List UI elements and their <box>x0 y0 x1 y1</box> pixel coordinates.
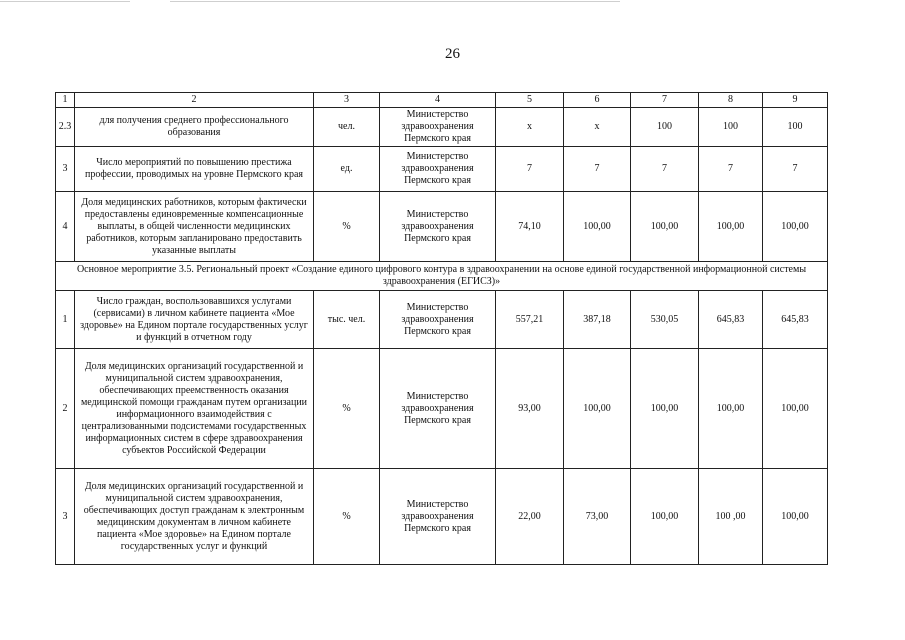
value-cell: 100,00 <box>763 192 828 262</box>
value-cell: 645,83 <box>699 291 763 349</box>
indicators-table <box>55 92 828 565</box>
value-cell: 100,00 <box>763 349 828 469</box>
value-cell: 100,00 <box>763 469 828 565</box>
value-cell: 100 <box>699 108 763 147</box>
unit: % <box>314 192 380 262</box>
agency: Министерство здравоохранения Пермского края <box>380 291 496 349</box>
value-cell: 100 <box>631 108 699 147</box>
value-cell: 7 <box>631 147 699 192</box>
indicator-name: для получения среднего профессионального образования <box>75 108 314 147</box>
value-cell: 645,83 <box>763 291 828 349</box>
unit: % <box>314 469 380 565</box>
indicator-name: Доля медицинских организаций государственной и муниципальной систем здравоохранения, обеспечивающих доступ гражданам к электронным медицинским документам в личном кабинете пациента «Мое здоровье» на Едином портале государственных услуг и функций <box>75 469 314 565</box>
value-cell: 7 <box>496 147 564 192</box>
value-cell: 387,18 <box>564 291 631 349</box>
value-cell: 100,00 <box>564 192 631 262</box>
value-cell: 100,00 <box>699 349 763 469</box>
agency: Министерство здравоохранения Пермского края <box>380 349 496 469</box>
value-cell: 100,00 <box>631 349 699 469</box>
value-cell: х <box>496 108 564 147</box>
table-row <box>56 192 828 262</box>
column-number: 7 <box>631 93 699 108</box>
column-number: 4 <box>380 93 496 108</box>
row-number: 1 <box>56 291 75 349</box>
value-cell: 7 <box>763 147 828 192</box>
agency: Министерство здравоохранения Пермского края <box>380 192 496 262</box>
row-number: 4 <box>56 192 75 262</box>
column-number: 3 <box>314 93 380 108</box>
column-number: 5 <box>496 93 564 108</box>
value-cell: 7 <box>699 147 763 192</box>
column-number: 2 <box>75 93 314 108</box>
unit: % <box>314 349 380 469</box>
column-number: 9 <box>763 93 828 108</box>
value-cell: 22,00 <box>496 469 564 565</box>
column-number: 6 <box>564 93 631 108</box>
indicator-name: Число мероприятий по повышению престижа профессии, проводимых на уровне Пермского края <box>75 147 314 192</box>
table-row <box>56 469 828 565</box>
value-cell: 7 <box>564 147 631 192</box>
column-number: 8 <box>699 93 763 108</box>
value-cell: 100 <box>763 108 828 147</box>
indicator-name: Число граждан, воспользовавшихся услугами (сервисами) в личном кабинете пациента «Мое здоровье» на Едином портале государственных услуг и функций в отчетном году <box>75 291 314 349</box>
value-cell: 530,05 <box>631 291 699 349</box>
column-number: 1 <box>56 93 75 108</box>
value-cell: 557,21 <box>496 291 564 349</box>
value-cell: 74,10 <box>496 192 564 262</box>
table-row <box>56 349 828 469</box>
agency: Министерство здравоохранения Пермского края <box>380 469 496 565</box>
section-title: Основное мероприятие 3.5. Региональный проект «Создание единого цифрового контура в здравоохранении на основе единой государственной информационной системы здравоохранения (ЕГИСЗ)» <box>56 262 828 291</box>
row-number: 3 <box>56 147 75 192</box>
agency: Министерство здравоохранения Пермского края <box>380 108 496 147</box>
indicator-name: Доля медицинских работников, которым фактически предоставлены единовременные компенсационные выплаты, в общей численности медицинских работников, которым запланировано предоставить указанные выплаты <box>75 192 314 262</box>
table-row <box>56 108 828 147</box>
unit: тыс. чел. <box>314 291 380 349</box>
table-row <box>56 147 828 192</box>
value-cell: 93,00 <box>496 349 564 469</box>
value-cell: 100 ,00 <box>699 469 763 565</box>
section-row <box>56 262 828 291</box>
row-number: 3 <box>56 469 75 565</box>
column-number-row <box>56 93 828 108</box>
value-cell: 73,00 <box>564 469 631 565</box>
row-number: 2.3 <box>56 108 75 147</box>
value-cell: 100,00 <box>564 349 631 469</box>
value-cell: 100,00 <box>631 192 699 262</box>
indicator-name: Доля медицинских организаций государственной и муниципальной систем здравоохранения, обеспечивающих преемственность оказания медицинской помощи гражданам путем организации информационного взаимодействия с централизованными подсистемами государственных информационных систем в сфере здравоохранения субъектов Российской Федерации <box>75 349 314 469</box>
unit: чел. <box>314 108 380 147</box>
value-cell: 100,00 <box>699 192 763 262</box>
table-row <box>56 291 828 349</box>
value-cell: х <box>564 108 631 147</box>
unit: ед. <box>314 147 380 192</box>
row-number: 2 <box>56 349 75 469</box>
value-cell: 100,00 <box>631 469 699 565</box>
page-number: 26 <box>445 46 460 62</box>
agency: Министерство здравоохранения Пермского края <box>380 147 496 192</box>
